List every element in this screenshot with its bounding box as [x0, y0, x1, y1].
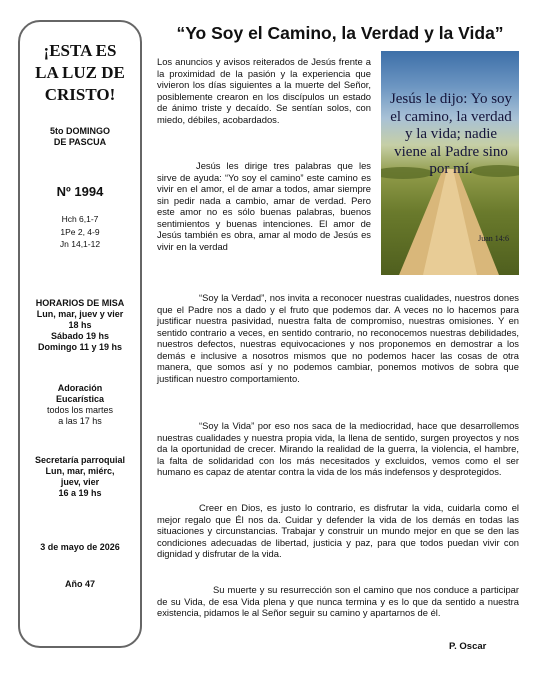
paragraph-6: Su muerte y su resurrección son el camino que nos conduce a participar de su Vida, de esa Vida plena y que nunca termina y es lo que da sentido a nuestra existencia, pidamos le al Señor seguir su camino y apartarnos de él.	[157, 584, 519, 619]
liturgical-sunday: 5to DOMINGO DE PASCUA	[50, 126, 110, 147]
readings-list: Hch 6,1-7 1Pe 2, 4-9 Jn 14,1-12	[59, 214, 101, 249]
sidebar-panel	[18, 20, 142, 648]
paragraph-3: “Soy la Verdad”, nos invita a reconocer nuestras cualidades, nuestros dones que el Padre nos a dado y el fruto que podemos dar. A veces no lo hacemos para justificar nuestra pasividad, nuestra falta de compromiso, nuestras omisiones. Y en sentido contrario a veces, en sentido contrario, no reconocemos nuestras debilidades, nuestros defectos, nuestras equivocaciones y nos proponemos en demostrar a los demás e inclusive a nosotros mismos que no podemos hacer las cosas de otra manera, que somos así y no podemos cambiar, ponemos motivos de sobra que justifican nuestro comportamiento.	[157, 292, 519, 384]
paragraph-5: Creer en Dios, es justo lo contrario, es disfrutar la vida, cuidarla como el mejor regalo que Él nos da. Cuidar y defender la vida de los demás en todas las situaciones y circunstancias. Trabajar y construir un mundo mejor en que se den las condiciones adecuadas de libertad, justicia y paz, para que todos puedan vivir con dignidad y disfrutar de la vida.	[157, 502, 519, 560]
mass-schedule: HORARIOS DE MISA Lun, mar, juev y vier 18 hs Sábado 19 hs Domingo 11 y 19 hs	[24, 298, 136, 353]
page-title: “Yo Soy el Camino, la Verdad y la Vida”	[176, 23, 504, 43]
paragraph-4: “Soy la Vida” por eso nos saca de la mediocridad, hace que desarrollemos nuestras cualidades y nuestra propia vida, la llena de sentido, surgen proyectos y nos da la oportunidad de crecer. Mirando la realidad de la guerra, la violencia, el hambre, la falta de solidaridad con los más necesitados y excluidos, vemos como el ser humano es capaz de atentar contra la vida de los más indefensos y desprotegidos.	[157, 420, 519, 478]
sidebar-title: ¡ESTA ES LA LUZ DE CRISTO!	[35, 41, 125, 104]
paragraph-1: Los anuncios y avisos reiterados de Jesús frente a la proximidad de la pasión y la experiencia que vivieron los días siguientes a la muerte del Señor, posiblemente crearon en los discípulos un estado de ánimo triste y decaído. Se sentían solos, con miedo, débiles, acobardados.	[157, 56, 371, 125]
secretary-schedule: Secretaría parroquial Lun, mar, miérc, juev, vier 16 a 19 hs	[34, 455, 126, 498]
image-quote: Jesús le dijo: Yo soy el camino, la verdad y la vida; nadie viene al Padre sino por mí.	[389, 91, 513, 177]
paragraph-2: Jesús les dirige tres palabras que les sirve de ayuda: “Yo soy el camino” este camino es vivir en el amor, el de amar a todos, amar siempre sin pedir nada a cambio, amar de verdad. Pero este amor no es sólo buenas palabras, buenos sentimientos y buenas intenciones. El amor de Jesús también es obra, amar al modo de Jesús es vivir en la verdad	[157, 160, 371, 252]
issue-year: Año 47	[64, 579, 95, 589]
road-quote-image	[381, 51, 519, 275]
adoration-schedule: Adoración Eucarística todos los martes a las 17 hs	[46, 383, 114, 426]
issue-date: 3 de mayo de 2026	[40, 542, 120, 552]
mass-heading: HORARIOS DE MISA	[35, 298, 125, 308]
signature: P. Oscar	[449, 641, 487, 652]
issue-number: Nº 1994	[56, 184, 104, 199]
image-reference: Juan 14:6	[478, 234, 509, 243]
